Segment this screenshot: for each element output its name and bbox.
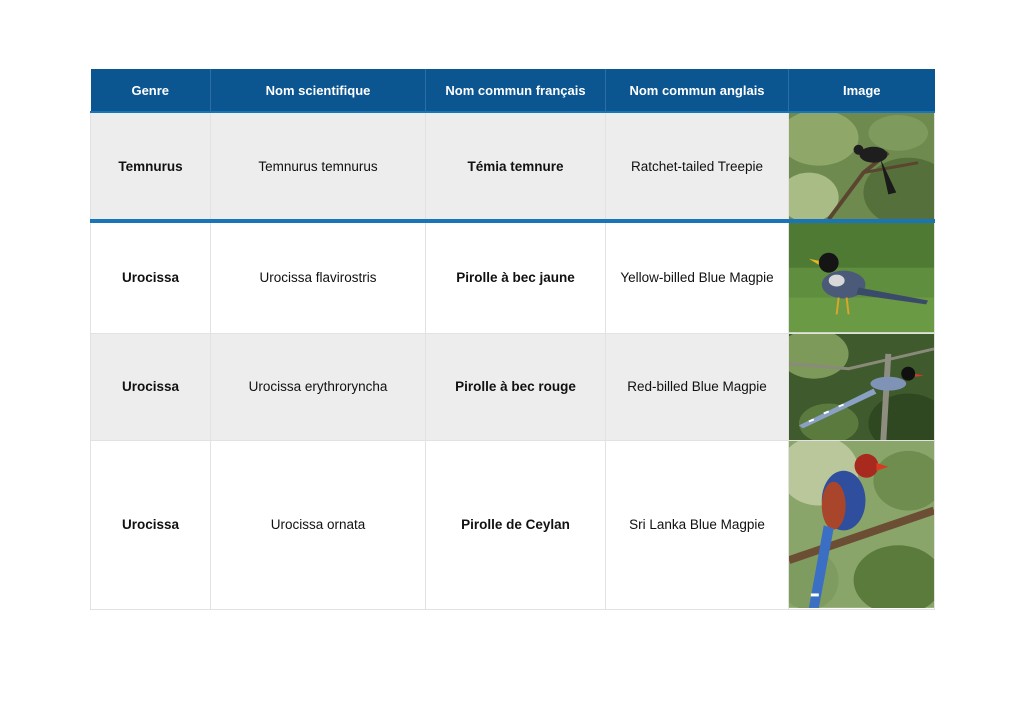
ratchet-tailed-treepie-photo bbox=[789, 113, 934, 219]
image-cell bbox=[789, 440, 935, 609]
genre-cell: Urocissa bbox=[91, 221, 211, 333]
image-cell bbox=[789, 112, 935, 221]
english-name-cell: Yellow-billed Blue Magpie bbox=[606, 221, 789, 333]
red-billed-blue-magpie-photo bbox=[789, 334, 934, 440]
table-row bbox=[91, 333, 935, 440]
english-name-cell: Sri Lanka Blue Magpie bbox=[606, 440, 789, 609]
genre-cell: Temnurus bbox=[91, 112, 211, 221]
header-row bbox=[91, 69, 935, 112]
bird-species-table bbox=[90, 69, 935, 610]
table-row bbox=[91, 221, 935, 333]
header-french-name: Nom commun français bbox=[426, 69, 606, 112]
english-name-cell: Ratchet-tailed Treepie bbox=[606, 112, 789, 221]
french-name-cell: Témia temnure bbox=[426, 112, 606, 221]
header-scientific-name: Nom scientifique bbox=[211, 69, 426, 112]
genre-cell: Urocissa bbox=[91, 333, 211, 440]
image-cell bbox=[789, 221, 935, 333]
yellow-billed-blue-magpie-photo bbox=[789, 223, 934, 332]
genre-cell: Urocissa bbox=[91, 440, 211, 609]
image-cell bbox=[789, 333, 935, 440]
english-name-cell: Red-billed Blue Magpie bbox=[606, 333, 789, 440]
french-name-cell: Pirolle à bec jaune bbox=[426, 221, 606, 333]
scientific-name-cell: Temnurus temnurus bbox=[211, 112, 426, 221]
table-header bbox=[91, 69, 935, 112]
scientific-name-cell: Urocissa flavirostris bbox=[211, 221, 426, 333]
scientific-name-cell: Urocissa erythroryncha bbox=[211, 333, 426, 440]
header-genre: Genre bbox=[91, 69, 211, 112]
french-name-cell: Pirolle de Ceylan bbox=[426, 440, 606, 609]
table-row bbox=[91, 112, 935, 221]
sri-lanka-blue-magpie-photo bbox=[789, 441, 934, 608]
scientific-name-cell: Urocissa ornata bbox=[211, 440, 426, 609]
header-image: Image bbox=[789, 69, 935, 112]
table-row bbox=[91, 440, 935, 609]
french-name-cell: Pirolle à bec rouge bbox=[426, 333, 606, 440]
header-english-name: Nom commun anglais bbox=[606, 69, 789, 112]
